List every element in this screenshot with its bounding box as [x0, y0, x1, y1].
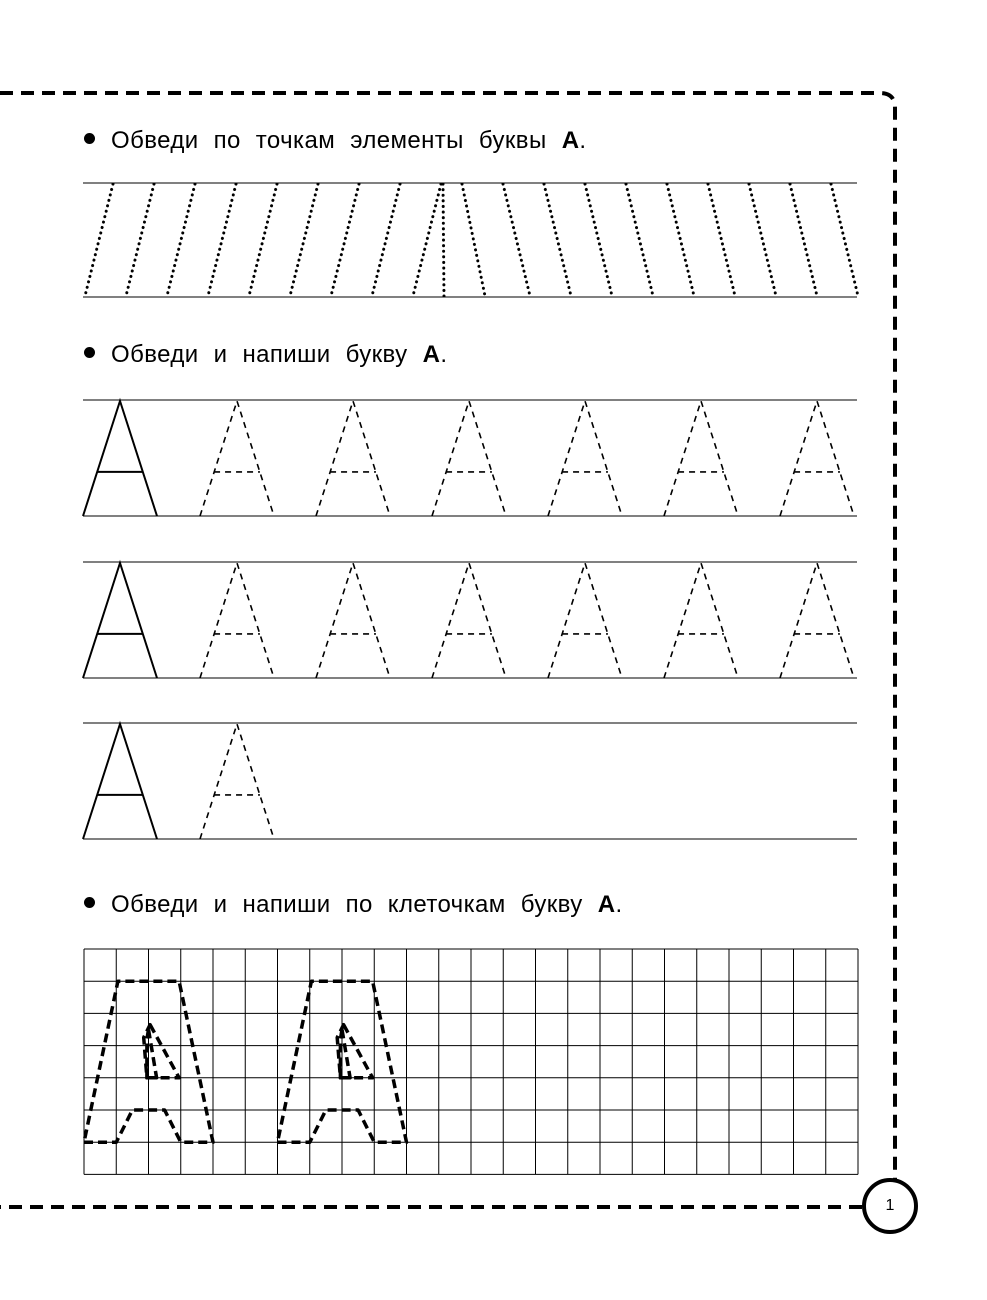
dotted-strokes-exercise [83, 183, 858, 297]
letter-stroke [316, 401, 390, 516]
dotted-stroke [831, 184, 858, 296]
instruction-letter: А [422, 341, 441, 368]
dotted-stroke [708, 184, 735, 296]
dotted-stroke [749, 184, 776, 296]
instruction-text: Обведи и напиши по клеточкам букву [111, 891, 583, 918]
trace-letter-a [200, 563, 274, 678]
dotted-stroke [585, 184, 612, 296]
instruction-3 [84, 891, 623, 919]
letter-stroke [83, 724, 157, 839]
dotted-stroke [167, 184, 195, 296]
trace-letter-a [316, 563, 390, 678]
dotted-stroke [85, 184, 113, 296]
letter-stroke [200, 563, 274, 678]
dotted-stroke [208, 184, 236, 296]
instruction-period: . [579, 127, 587, 154]
letter-row [83, 562, 857, 678]
letter-rows [83, 400, 857, 839]
letter-stroke [200, 401, 274, 516]
dotted-stroke [290, 184, 318, 296]
dotted-stroke [126, 184, 154, 296]
instruction-letter: А [597, 891, 616, 918]
instruction-text: Обведи и напиши букву [111, 341, 408, 368]
instruction-period: . [440, 341, 448, 368]
trace-letter-a [432, 563, 506, 678]
instruction-2 [84, 341, 447, 369]
dotted-stroke [372, 184, 400, 296]
letter-stroke [548, 401, 622, 516]
letter-stroke [780, 401, 854, 516]
dotted-stroke [443, 184, 444, 296]
letter-row [83, 723, 857, 839]
bullet-icon [84, 897, 95, 908]
instruction-letter: А [561, 127, 580, 154]
trace-letter-a [548, 563, 622, 678]
letter-row [83, 400, 857, 516]
dotted-stroke [790, 184, 817, 296]
trace-letter-a [780, 401, 854, 516]
letter-stroke [200, 724, 274, 839]
trace-letter-a [432, 401, 506, 516]
page-number: 1 [862, 1178, 918, 1234]
dotted-stroke [331, 184, 359, 296]
trace-letter-a [316, 401, 390, 516]
bullet-icon [84, 133, 95, 144]
trace-letter-a [664, 401, 738, 516]
letter-stroke [664, 401, 738, 516]
sample-letter-a [83, 563, 157, 678]
trace-letter-a [200, 401, 274, 516]
instruction-period: . [615, 891, 623, 918]
letter-rows-exercise [83, 400, 857, 839]
sample-letter-a [83, 401, 157, 516]
dotted-stroke [667, 184, 694, 296]
dotted-stroke [249, 184, 277, 296]
trace-letter-a [664, 563, 738, 678]
dotted-stroke [544, 184, 571, 296]
letter-stroke [548, 563, 622, 678]
trace-letter-a [548, 401, 622, 516]
letter-stroke [83, 401, 157, 516]
dotted-stroke [413, 184, 441, 296]
dotted-stroke [503, 184, 530, 296]
letter-stroke [316, 563, 390, 678]
sample-letter-a [83, 724, 157, 839]
instruction-text: Обведи по точкам элементы буквы [111, 127, 547, 154]
letter-stroke [664, 563, 738, 678]
bullet-icon [84, 347, 95, 358]
letter-stroke [83, 563, 157, 678]
letter-stroke [780, 563, 854, 678]
dotted-stroke [462, 184, 485, 296]
letter-stroke [432, 401, 506, 516]
dotted-stroke [626, 184, 653, 296]
letter-stroke [432, 563, 506, 678]
instruction-1 [84, 127, 587, 155]
dotted-strokes[interactable] [85, 184, 858, 296]
grid-exercise [84, 949, 858, 1174]
trace-letter-a [200, 724, 274, 839]
trace-letter-a [780, 563, 854, 678]
